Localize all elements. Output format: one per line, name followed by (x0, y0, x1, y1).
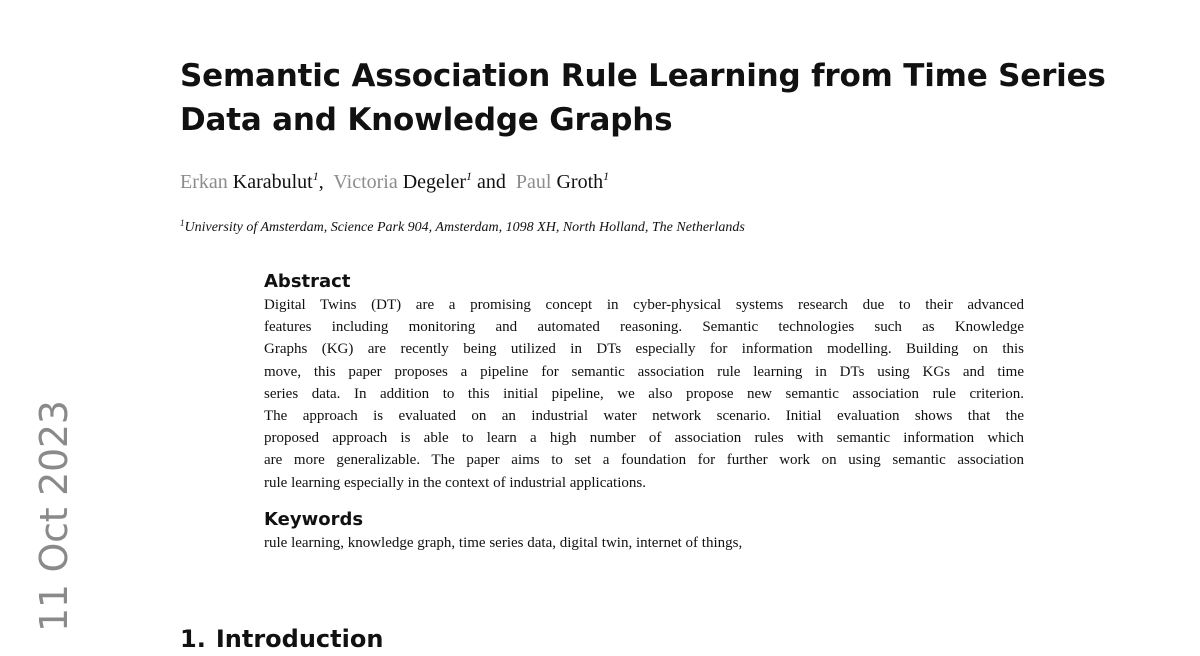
section-heading-introduction (180, 622, 383, 656)
author-1-family-name: Karabulut (232, 171, 313, 193)
abstract-line: series data. In addition to this initial pipeline, we also propose new semantic association rule criterion. (264, 385, 1024, 402)
author-separator-comma: , (318, 171, 324, 193)
abstract-line: The approach is evaluated on an industrial water network scenario. Initial evaluation shows that the (264, 408, 1024, 425)
section-title: Introduction (215, 625, 384, 653)
keywords-section (264, 508, 1024, 554)
author-1-affiliation-mark: 1 (312, 169, 319, 183)
abstract-body (264, 294, 1024, 494)
author-2-family-name: Degeler (402, 171, 467, 193)
abstract-line: are more generalizable. The paper aims to set a foundation for further work on using semantic association (264, 452, 1024, 469)
author-3-affiliation-mark: 1 (603, 169, 610, 183)
author-2-given-name: Victoria (333, 171, 398, 193)
author-3-given-name: Paul (515, 171, 552, 193)
abstract-line: proposed approach is able to learn a high number of association rules with semantic information which (264, 430, 1024, 447)
affiliation-text: University of Amsterdam, Science Park 904, Amsterdam, 1098 XH, North Holland, The Netherlands (184, 220, 745, 235)
author-list (180, 162, 609, 196)
paper-title-line-1: Semantic Association Rule Learning from Time Series (180, 58, 1106, 94)
author-1-given-name: Erkan (180, 171, 228, 193)
abstract-line: Graphs (KG) are recently being utilized in DTs especially for information modelling. Building on this (264, 341, 1024, 358)
keywords-heading: Keywords (264, 509, 364, 530)
abstract-line: move, this paper proposes a pipeline for semantic association rule learning in DTs using KGs and time (264, 363, 1024, 380)
abstract-line: Digital Twins (DT) are a promising concept in cyber-physical systems research due to their advanced (264, 297, 1024, 313)
abstract-heading: Abstract (264, 271, 351, 292)
abstract-line: rule learning especially in the context of industrial applications. (264, 474, 646, 491)
paper-title-line-2: Data and Knowledge Graphs (180, 102, 673, 138)
author-separator-and: and (477, 171, 506, 193)
abstract-section (264, 270, 1024, 494)
paper-title (180, 54, 1106, 142)
affiliation-mark: 1 (180, 218, 185, 228)
affiliation (180, 213, 745, 238)
author-2-affiliation-mark: 1 (466, 169, 473, 183)
section-number: 1. (180, 625, 206, 653)
arxiv-margin-date: 11 Oct 2023 (32, 400, 76, 632)
keywords-list: rule learning, knowledge graph, time series data, digital twin, internet of things, (264, 535, 743, 551)
abstract-line: features including monitoring and automated reasoning. Semantic technologies such as Knowledge (264, 319, 1024, 336)
author-3-family-name: Groth (556, 171, 604, 193)
